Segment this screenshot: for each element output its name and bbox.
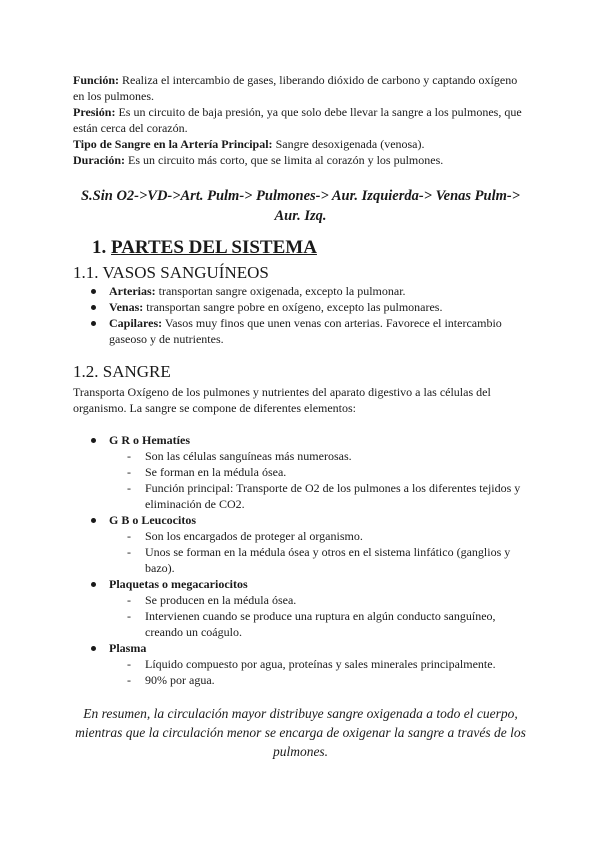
presion-label: Presión: [73,105,116,119]
list-item [73,299,533,315]
item-label: G R o Hematíes [109,433,190,447]
item-text: Vasos muy finos que unen venas con arterias. Favorece el intercambio gaseoso y de nutrientes. [109,316,502,346]
vasos-heading: 1.1. VASOS SANGUÍNEOS [73,263,269,282]
presion-paragraph [73,104,528,136]
duracion-text: Es un circuito más corto, que se limita al corazón y los pulmones. [125,153,444,167]
sub-item: - Se forman en la médula ósea. [109,464,533,480]
item-label: Arterias: [109,284,156,298]
sub-item: - Se producen en la médula ósea. [109,592,533,608]
tipo-text: Sangre desoxigenada (venosa). [272,137,425,151]
sub-item: - Función principal: Transporte de O2 de los pulmones a los diferentes tejidos y eliminación de CO2. [109,480,533,512]
vasos-list [73,283,533,347]
sub-item: - Líquido compuesto por agua, proteínas y sales minerales principalmente. [109,656,533,672]
list-item [73,640,533,688]
item-text: transportan sangre oxigenada, excepto la pulmonar. [155,284,406,298]
section-number: 1. [92,237,107,258]
item-text: transportan sangre pobre en oxígeno, excepto las pulmonares. [143,300,443,314]
sub-item: - 90% por agua. [109,672,533,688]
sub-item: - Unos se forman en la médula ósea y otros en el sistema linfático (ganglios y bazo). [109,544,533,576]
duracion-paragraph [73,152,528,168]
sangre-list [73,432,533,688]
sangre-description: Transporta Oxígeno de los pulmones y nutrientes del aparato digestivo a las células del organismo. La sangre se compone de diferentes elementos: [73,385,491,415]
presion-text: Es un circuito de baja presión, ya que solo debe llevar la sangre a los pulmones, que están cerca del corazón. [73,105,522,135]
sub-item: - Son los encargados de proteger al organismo. [109,528,533,544]
list-item [73,512,533,576]
item-label: Venas: [109,300,144,314]
section-1-heading [92,236,317,260]
list-item [73,315,533,347]
funcion-label: Función: [73,73,120,87]
item-label: Plasma [109,641,147,655]
duracion-label: Duración: [73,153,125,167]
sub-list [109,592,533,640]
sub-list [109,448,533,512]
intro-block [73,72,528,168]
tipo-paragraph [73,136,528,152]
item-label: G B o Leucocitos [109,513,196,527]
funcion-text: Realiza el intercambio de gases, liberando dióxido de carbono y captando oxígeno en los pulmones. [73,73,518,103]
list-item [73,576,533,640]
item-label: Capilares: [109,316,163,330]
list-item [73,283,533,299]
section-title: PARTES DEL SISTEMA [111,237,317,258]
sub-list [109,656,533,688]
circulation-formula: S.Sin O2->VD->Art. Pulm-> Pulmones-> Aur. Izquierda-> Venas Pulm-> Aur. Izq. [80,188,520,224]
funcion-paragraph [73,72,528,104]
sub-item: - Intervienen cuando se produce una ruptura en algún conducto sanguíneo, creando un coágulo. [109,608,533,640]
list-item [73,432,533,512]
item-label: Plaquetas o megacariocitos [109,577,248,591]
sangre-heading: 1.2. SANGRE [73,362,171,381]
closing-summary: En resumen, la circulación mayor distribuye sangre oxigenada a todo el cuerpo, mientras que la circulación menor se encarga de oxigenar la sangre a través de los pulmones. [75,706,526,759]
tipo-label: Tipo de Sangre en la Artería Principal: [73,137,273,151]
sub-item: - Son las células sanguíneas más numerosas. [109,448,533,464]
sub-list [109,528,533,576]
